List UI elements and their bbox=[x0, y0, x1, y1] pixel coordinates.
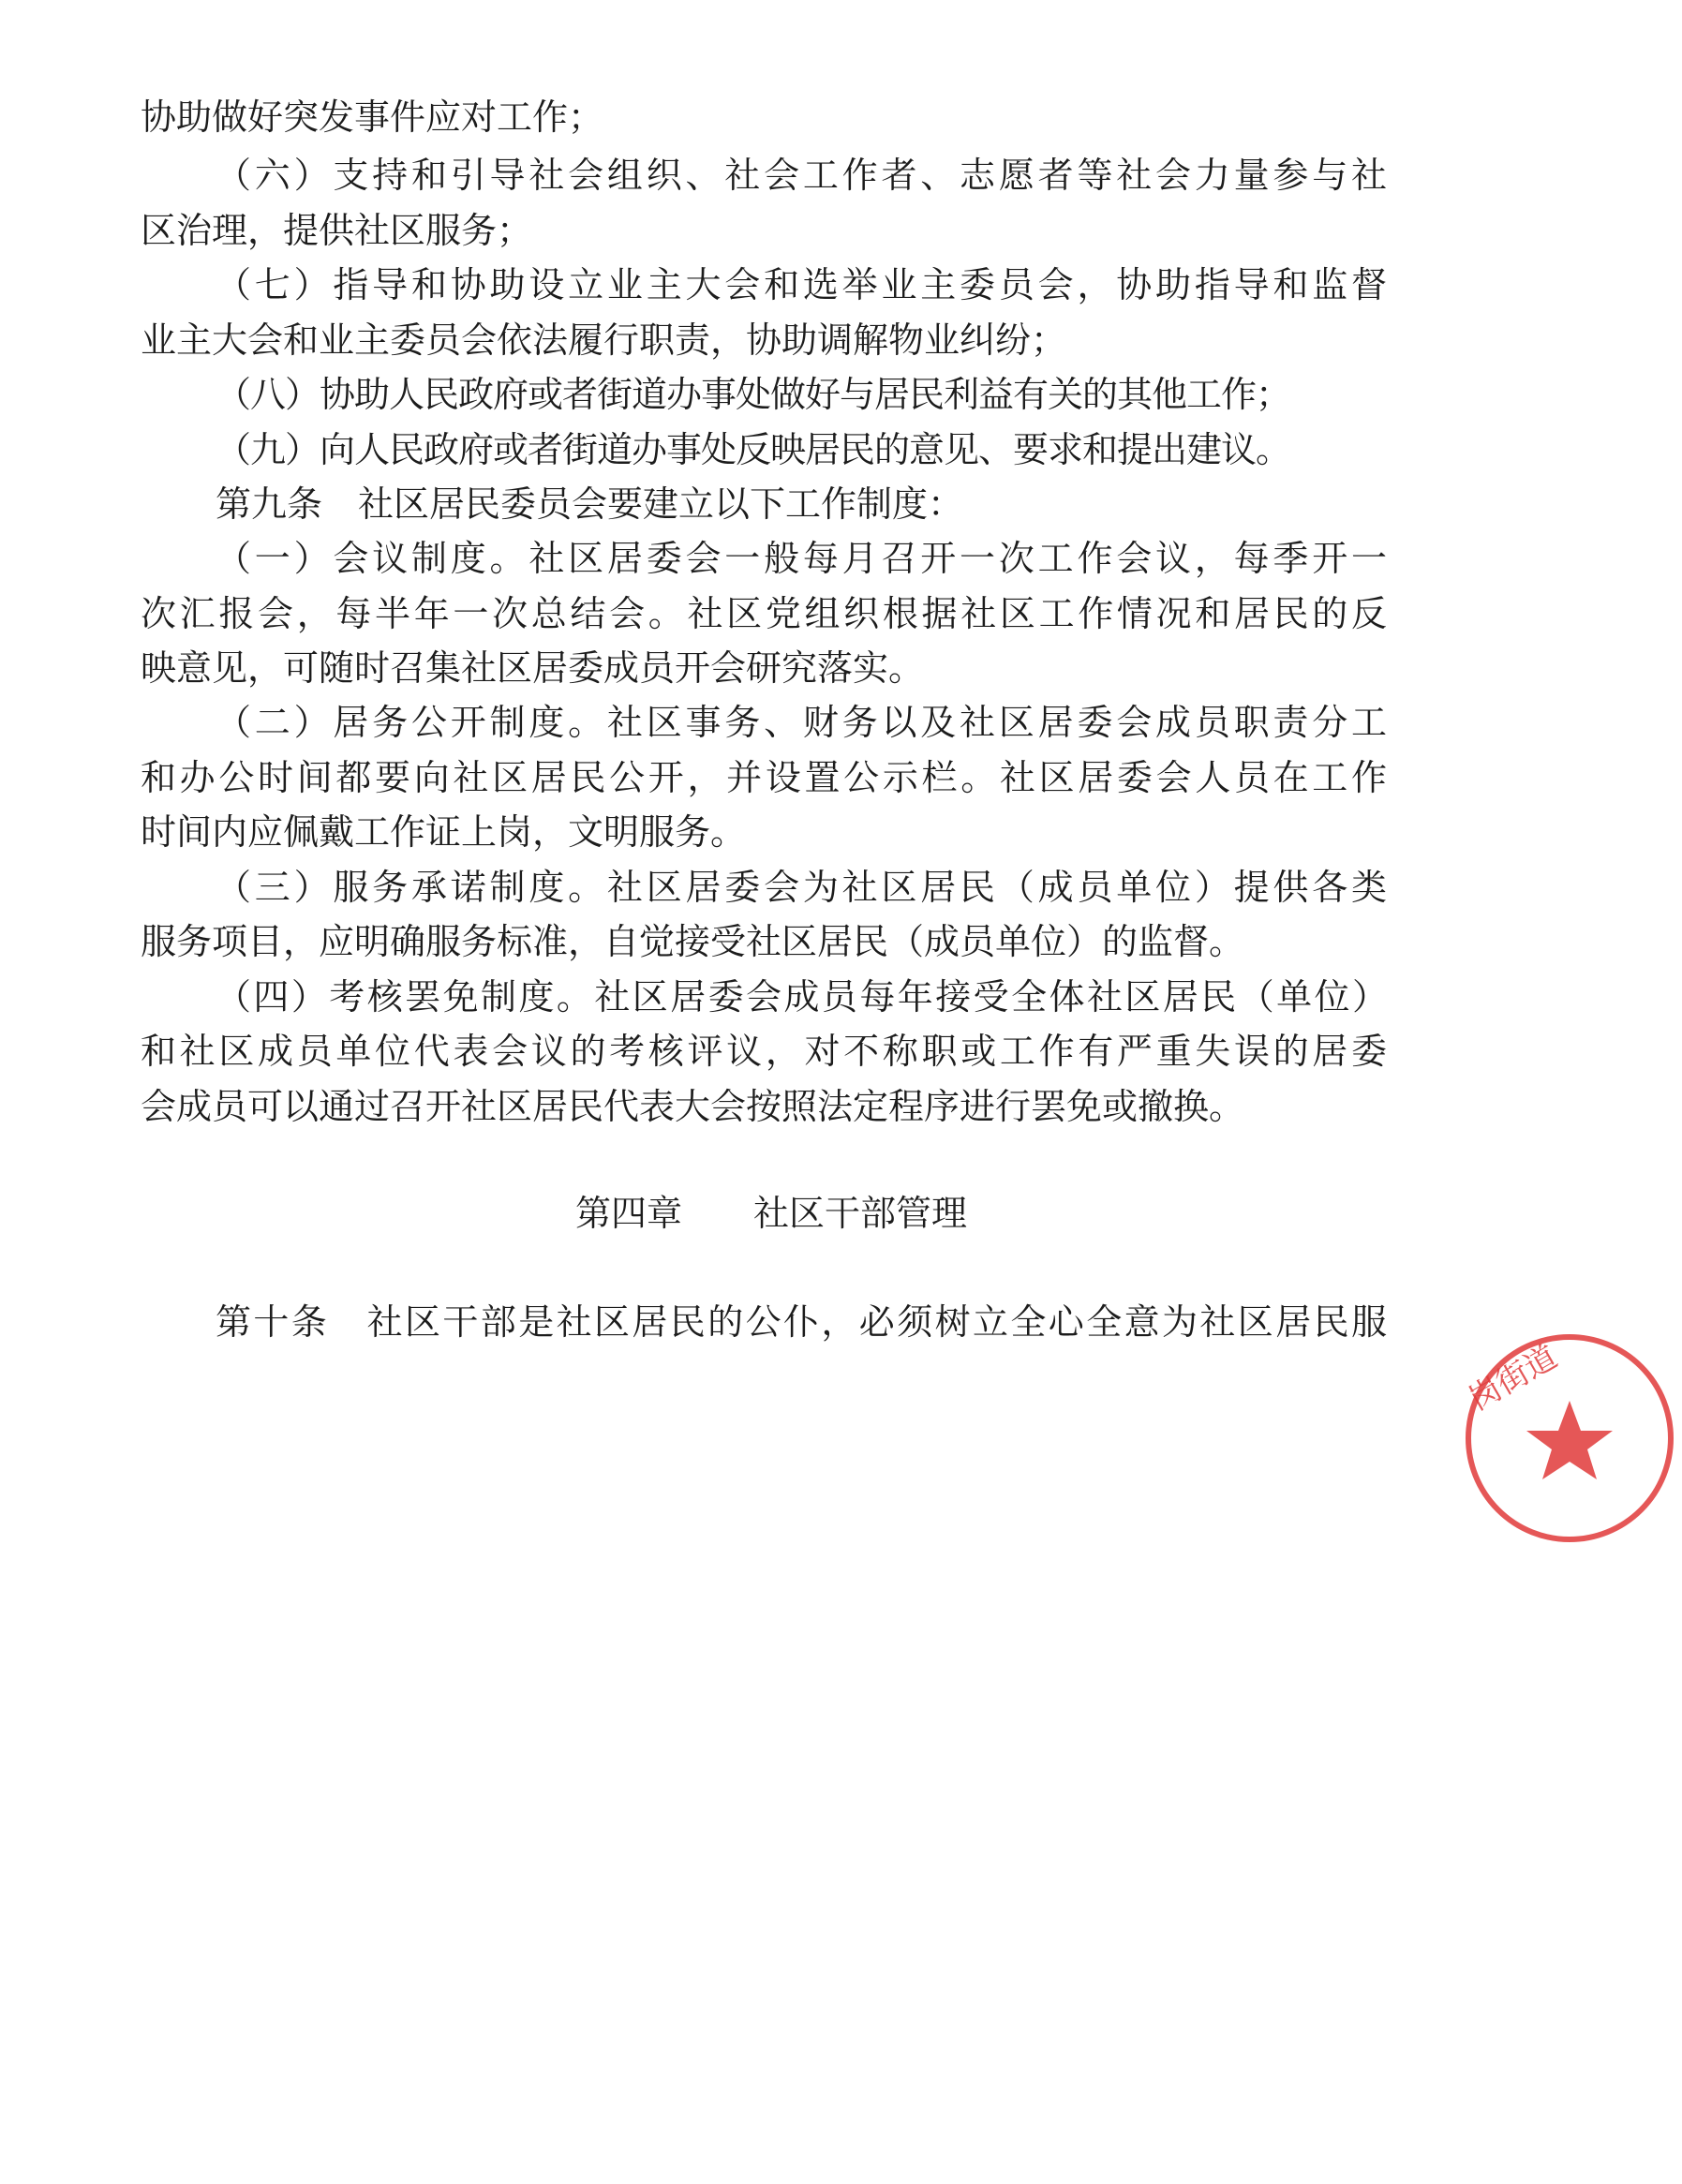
text-line: （七）指导和协助设立业主大会和选举业主委员会，协助指导和监督 bbox=[216, 264, 1387, 305]
text-line: 映意见，可随时召集社区居委成员开会研究落实。 bbox=[141, 647, 925, 689]
text-line: （八）协助人民政府或者街道办事处做好与居民利益有关的其他工作； bbox=[216, 374, 1291, 415]
text-line: （一）会议制度。社区居委会一般每月召开一次工作会议，每季开一 bbox=[216, 538, 1387, 579]
svg-text:岗街道: 岗街道 bbox=[1463, 1339, 1564, 1418]
text-line: （六）支持和引导社会组织、社会工作者、志愿者等社会力量参与社 bbox=[216, 155, 1387, 196]
text-line: 和社区成员单位代表会议的考核评议，对不称职或工作有严重失误的居委 bbox=[141, 1031, 1387, 1072]
seal-graphic bbox=[1457, 1326, 1682, 1663]
text-line: 会成员可以通过召开社区居民代表大会按照法定程序进行罢免或撤换。 bbox=[141, 1086, 1245, 1127]
text-line: （二）居务公开制度。社区事务、财务以及社区居委会成员职责分工 bbox=[216, 702, 1387, 743]
text-line: （九）向人民政府或者街道办事处反映居民的意见、要求和提出建议。 bbox=[216, 429, 1291, 470]
text-line: 业主大会和业主委员会依法履行职责，协助调解物业纠纷； bbox=[141, 319, 1067, 361]
text-line: 协助做好突发事件应对工作； bbox=[141, 97, 604, 138]
article-heading: 第九条 社区居民委员会要建立以下工作制度： bbox=[216, 483, 964, 525]
text-line: 区治理，提供社区服务； bbox=[141, 210, 533, 251]
official-seal bbox=[1457, 1326, 1570, 1663]
text-line: 和办公时间都要向社区居民公开，并设置公示栏。社区居委会人员在工作 bbox=[141, 757, 1387, 798]
text-line: （三）服务承诺制度。社区居委会为社区居民（成员单位）提供各类 bbox=[216, 867, 1387, 908]
text-line: 次汇报会，每半年一次总结会。社区党组织根据社区工作情况和居民的反 bbox=[141, 593, 1387, 634]
text-line: 时间内应佩戴工作证上岗，文明服务。 bbox=[141, 811, 747, 853]
chapter-title: 第四章 社区干部管理 bbox=[574, 1193, 967, 1234]
text-line: 服务项目，应明确服务标准，自觉接受社区居民（成员单位）的监督。 bbox=[141, 921, 1245, 962]
article-heading: 第十条 社区干部是社区居民的公仆，必须树立全心全意为社区居民服 bbox=[216, 1301, 1387, 1343]
text-line: （四）考核罢免制度。社区居委会成员每年接受全体社区居民（单位） bbox=[216, 976, 1387, 1018]
